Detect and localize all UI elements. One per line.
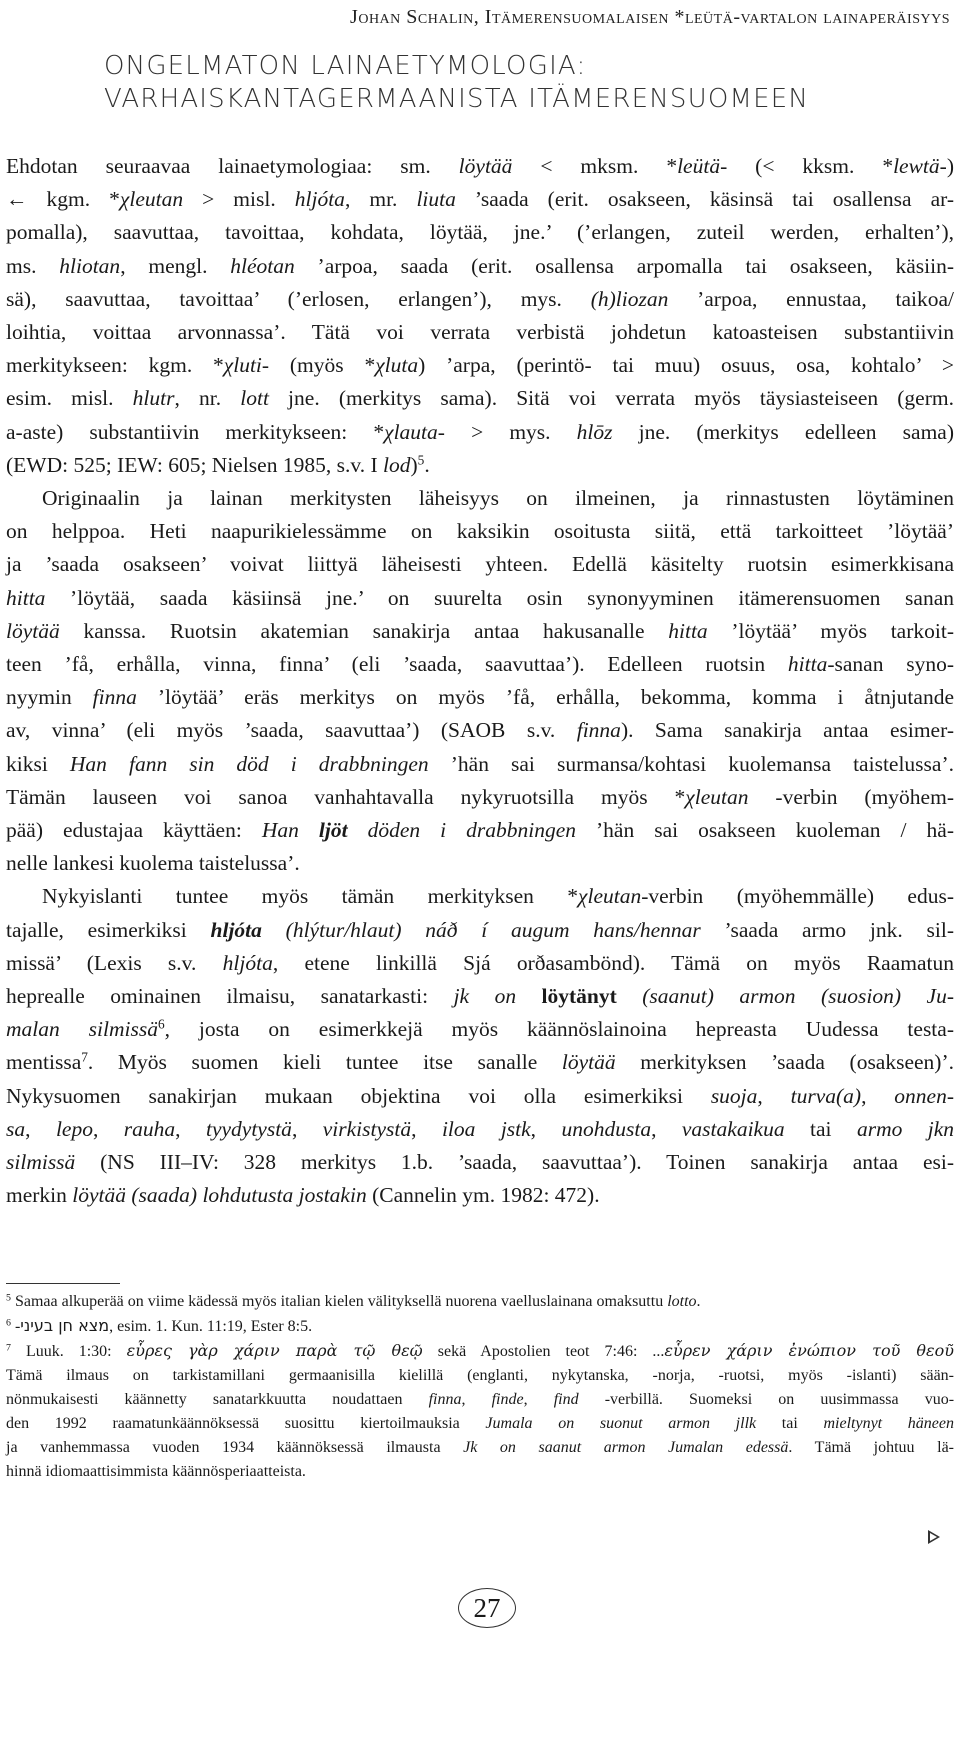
section-title-line: ONGELMATON LAINAETYMOLOGIA: [104, 51, 587, 81]
text-line: sa, lepo, rauha, tyydytystä, virkistystä, iloa jstk, unohdusta, vastakaikua tai armo jkn [6, 1116, 955, 1141]
text-line: teen ’få, erhålla, vinna, finna’ (eli ’saada, saavuttaa’). Edelleen ruotsin hitta-sanan syno- [6, 652, 955, 677]
footnote-number: 6 [6, 1317, 11, 1329]
text-line: pää) edustajaa käyttäen: Han ljöt döden i drabbningen ’hän sai osakseen kuoleman / hä- [6, 818, 954, 843]
section-title-line: VARHAISKANTAGERMAANISTA ITÄMERENSUOMEEN [104, 84, 810, 114]
text-line: Tämän lauseen voi sanoa vanhahtavalla nykyruotsilla myös *χleutan -verbin (myöhem- [6, 784, 954, 809]
paragraph-1 [6, 150, 954, 482]
footnote-line: nönmukaisesti käännetty sanatarkkuutta noudattaen finna, finde, find -verbillä. Suomeksi on uusimmassa vuo- [6, 1391, 955, 1408]
footnote-number: 7 [6, 1342, 11, 1354]
text-line: Originaalin ja lainan merkitysten läheisyys on ilmeinen, ja rinnastusten löytäminen [42, 486, 954, 511]
text-line: merkitykseen: kgm. *χluti- (myös *χluta) ’arpa, (perintö- tai muu) osuus, osa, kohtalo’ > [6, 353, 954, 378]
footnote-number: 5 [6, 1292, 11, 1304]
text-line: (EWD: 525; IEW: 605; Nielsen 1985, s.v. I lod)$^5$. [6, 452, 430, 477]
footnote-7: $^7$ Luuk. 1:30: εὗρες γὰρ χάριν παρὰ τῷ θεῷ sekä Apostolien teot 7:46: ...εὗρεν χάριν ἐνώπιον τοῦ θεοῦ Tämä ilmaus on tarkistamillani germaanisilla kielillä (englanti, nykytanska, -norja, -ruotsi, myös -islanti) sään- nönmukaisesti käännetty sanatarkkuutta noudattaen finna, finde, find -verbillä. Suomeksi on uusimmassa vuo- den 1992 raamatunkäännöksessä suosittu kiertoilmauksia Jumala on suonut armon jllk tai mieltynyt häneen ja vanhemmassa vuoden 1934 käännöksessä ilmausta Jk on saanut armon Jumalan edessä. Tämä johtuu lä- hinnä idiomaattisimmista käännösperiaatteista. [6, 1339, 954, 1484]
footnote-ref[interactable]: 6 [157, 1016, 165, 1032]
footnote-6: $^6$ -מצא חן בעיני, esim. 1. Kun. 11:19, Ester 8:5. [6, 1316, 313, 1335]
text-line: ← kgm. *χleutan > misl. hljóta, mr. liuta ’saada (erit. osakseen, käsinsä tai osallensa ar- [6, 187, 954, 212]
footnote-ref[interactable]: 5 [417, 452, 425, 468]
text-line: mentissa$^7$. Myös suomen kieli tuntee itse sanalle löytää merkityksen ’saada (osakseen)’. [6, 1050, 955, 1075]
section-title [104, 50, 864, 116]
text-line: tajalle, esimerkiksi hljóta (hlýtur/hlaut) náð í augum hans/hennar ’saada armo jnk. sil- [6, 917, 954, 942]
text-line: Nykyislanti tuntee myös tämän merkityksen *χleutan-verbin (myöhemmälle) edus- [42, 884, 954, 909]
text-line: on helppoa. Heti naapurikielessämme on kaksikin osoitusta siitä, että tarkoitteet ’löytää’ [6, 519, 954, 544]
text-line: hitta ’löytää, saada käsiinsä jne.’ on suurelta osin synonyyminen itämerensuomen sanan [6, 585, 954, 610]
text-line: a-aste) substantiivin merkitykseen: *χlauta- > mys. hlōz jne. (merkitys edelleen sama) [6, 419, 954, 444]
text-line: av, vinna’ (eli myös ’saada, saavuttaa’) (SAOB s.v. finna). Sama sanakirja antaa esimer- [6, 718, 954, 743]
text-line: esim. misl. hlutr, nr. lott jne. (merkitys sama). Sitä voi verrata myös täysiasteiseen (germ. [6, 386, 954, 411]
page-number: 27 [458, 1588, 516, 1628]
text-line: löytää kanssa. Ruotsin akatemian sanakirja antaa hakusanalle hitta ’löytää’ myös tarkoit- [6, 618, 954, 643]
text-line: silmissä (NS III–IV: 328 merkitys 1.b. ’saada, saavuttaa’). Toinen sanakirja antaa esi- [6, 1150, 954, 1175]
footnote-5: $^5$ Samaa alkuperää on viime kädessä myös italian kielen välityksellä nuorena vaelluslainana omaksuttu lotto. [6, 1292, 701, 1310]
hebrew-phrase: מצא חן בעיני [20, 1316, 110, 1335]
paragraph-2 [6, 482, 954, 880]
text-line: ja ’saada osakseen’ voivat liittyä läheisesti yhteen. Edellä käsitelty ruotsin esimerkkisana [6, 552, 954, 577]
body-text [6, 150, 954, 1213]
text-line: malan silmissä$^6$, josta on esimerkkejä myös käännöslainoina hepreasta Uudessa testa- [6, 1016, 954, 1042]
text-line: sä), saavuttaa, tavoittaa’ (’erlosen, erlangen’), mys. (h)liozan ’arpoa, ennustaa, taikoa/ [6, 286, 954, 311]
running-head: Johan Schalin, Itämerensuomalaisen *leütä-vartalon lainaperäisyys [350, 6, 950, 28]
text-line: nelle lankesi kuolema taistelussa’. [6, 851, 300, 876]
footnote-divider [6, 1283, 120, 1284]
text-line: missä’ (Lexis s.v. hljóta, etene linkillä Sjá orðasambönd). Tämä on myös Raamatun [6, 950, 955, 975]
text-line: kiksi Han fann sin död i drabbningen ’hän sai surmansa/kohtasi kuolemansa taistelussa’. [6, 751, 954, 776]
text-line: pomalla), saavuttaa, tavoittaa, kohdata, löytää, jne.’ (’erlangen, zuteil werden, erhalten’), [6, 220, 954, 245]
paragraph-3 [6, 880, 954, 1212]
footnote-line: hinnä idiomaattisimmista käännösperiaatteista. [6, 1463, 306, 1480]
text-line: nyymin finna ’löytää’ eräs merkitys on myös ’få, erhålla, bekomma, komma i åtnjutande [6, 685, 954, 710]
greek-phrase: εὗρες γὰρ χάριν παρὰ τῷ θεῷ [126, 1341, 423, 1360]
footnotes [6, 1290, 954, 1484]
triangle-right-icon[interactable] [928, 1530, 940, 1544]
text-line: Nykysuomen sanakirjan mukaan objektina voi olla esimerkiksi suoja, turva(a), onnen- [6, 1083, 954, 1108]
text-line: loihtia, voittaa arvonnassa’. Tätä voi verrata verbistä johdetun katoasteisen substantiivin [6, 320, 954, 345]
greek-phrase: εὗρεν χάριν ἐνώπιον τοῦ θεοῦ [664, 1341, 954, 1360]
text-line: merkin löytää (saada) lohdutusta jostakin (Cannelin ym. 1982: 472). [6, 1183, 600, 1208]
footnote-line: den 1992 raamatunkäännöksessä suosittu kiertoilmauksia Jumala on suonut armon jllk tai mieltynyt häneen [6, 1415, 955, 1432]
text-line: heprealle ominainen ilmaisu, sanatarkasti: jk on löytänyt (saanut) armon (suosion) Ju- [6, 984, 954, 1009]
text-line: Ehdotan seuraavaa lainaetymologiaa: sm. löytää < mksm. *leütä- (< kksm. *lewtä-) [6, 154, 954, 178]
footnote-line: ja vanhemmassa vuoden 1934 käännöksessä ilmausta Jk on saanut armon Jumalan edessä. Tämä johtuu lä- [6, 1439, 954, 1456]
footnote-line: Tämä ilmaus on tarkistamillani germaanisilla kielillä (englanti, nykytanska, -norja, -ruotsi, myös -islanti) sään- [6, 1367, 954, 1384]
footnote-ref[interactable]: 7 [81, 1050, 88, 1066]
text-line: ms. hliotan, mengl. hléotan ’arpoa, saada (erit. osallensa arpomalla tai osakseen, käsiin- [6, 253, 955, 278]
